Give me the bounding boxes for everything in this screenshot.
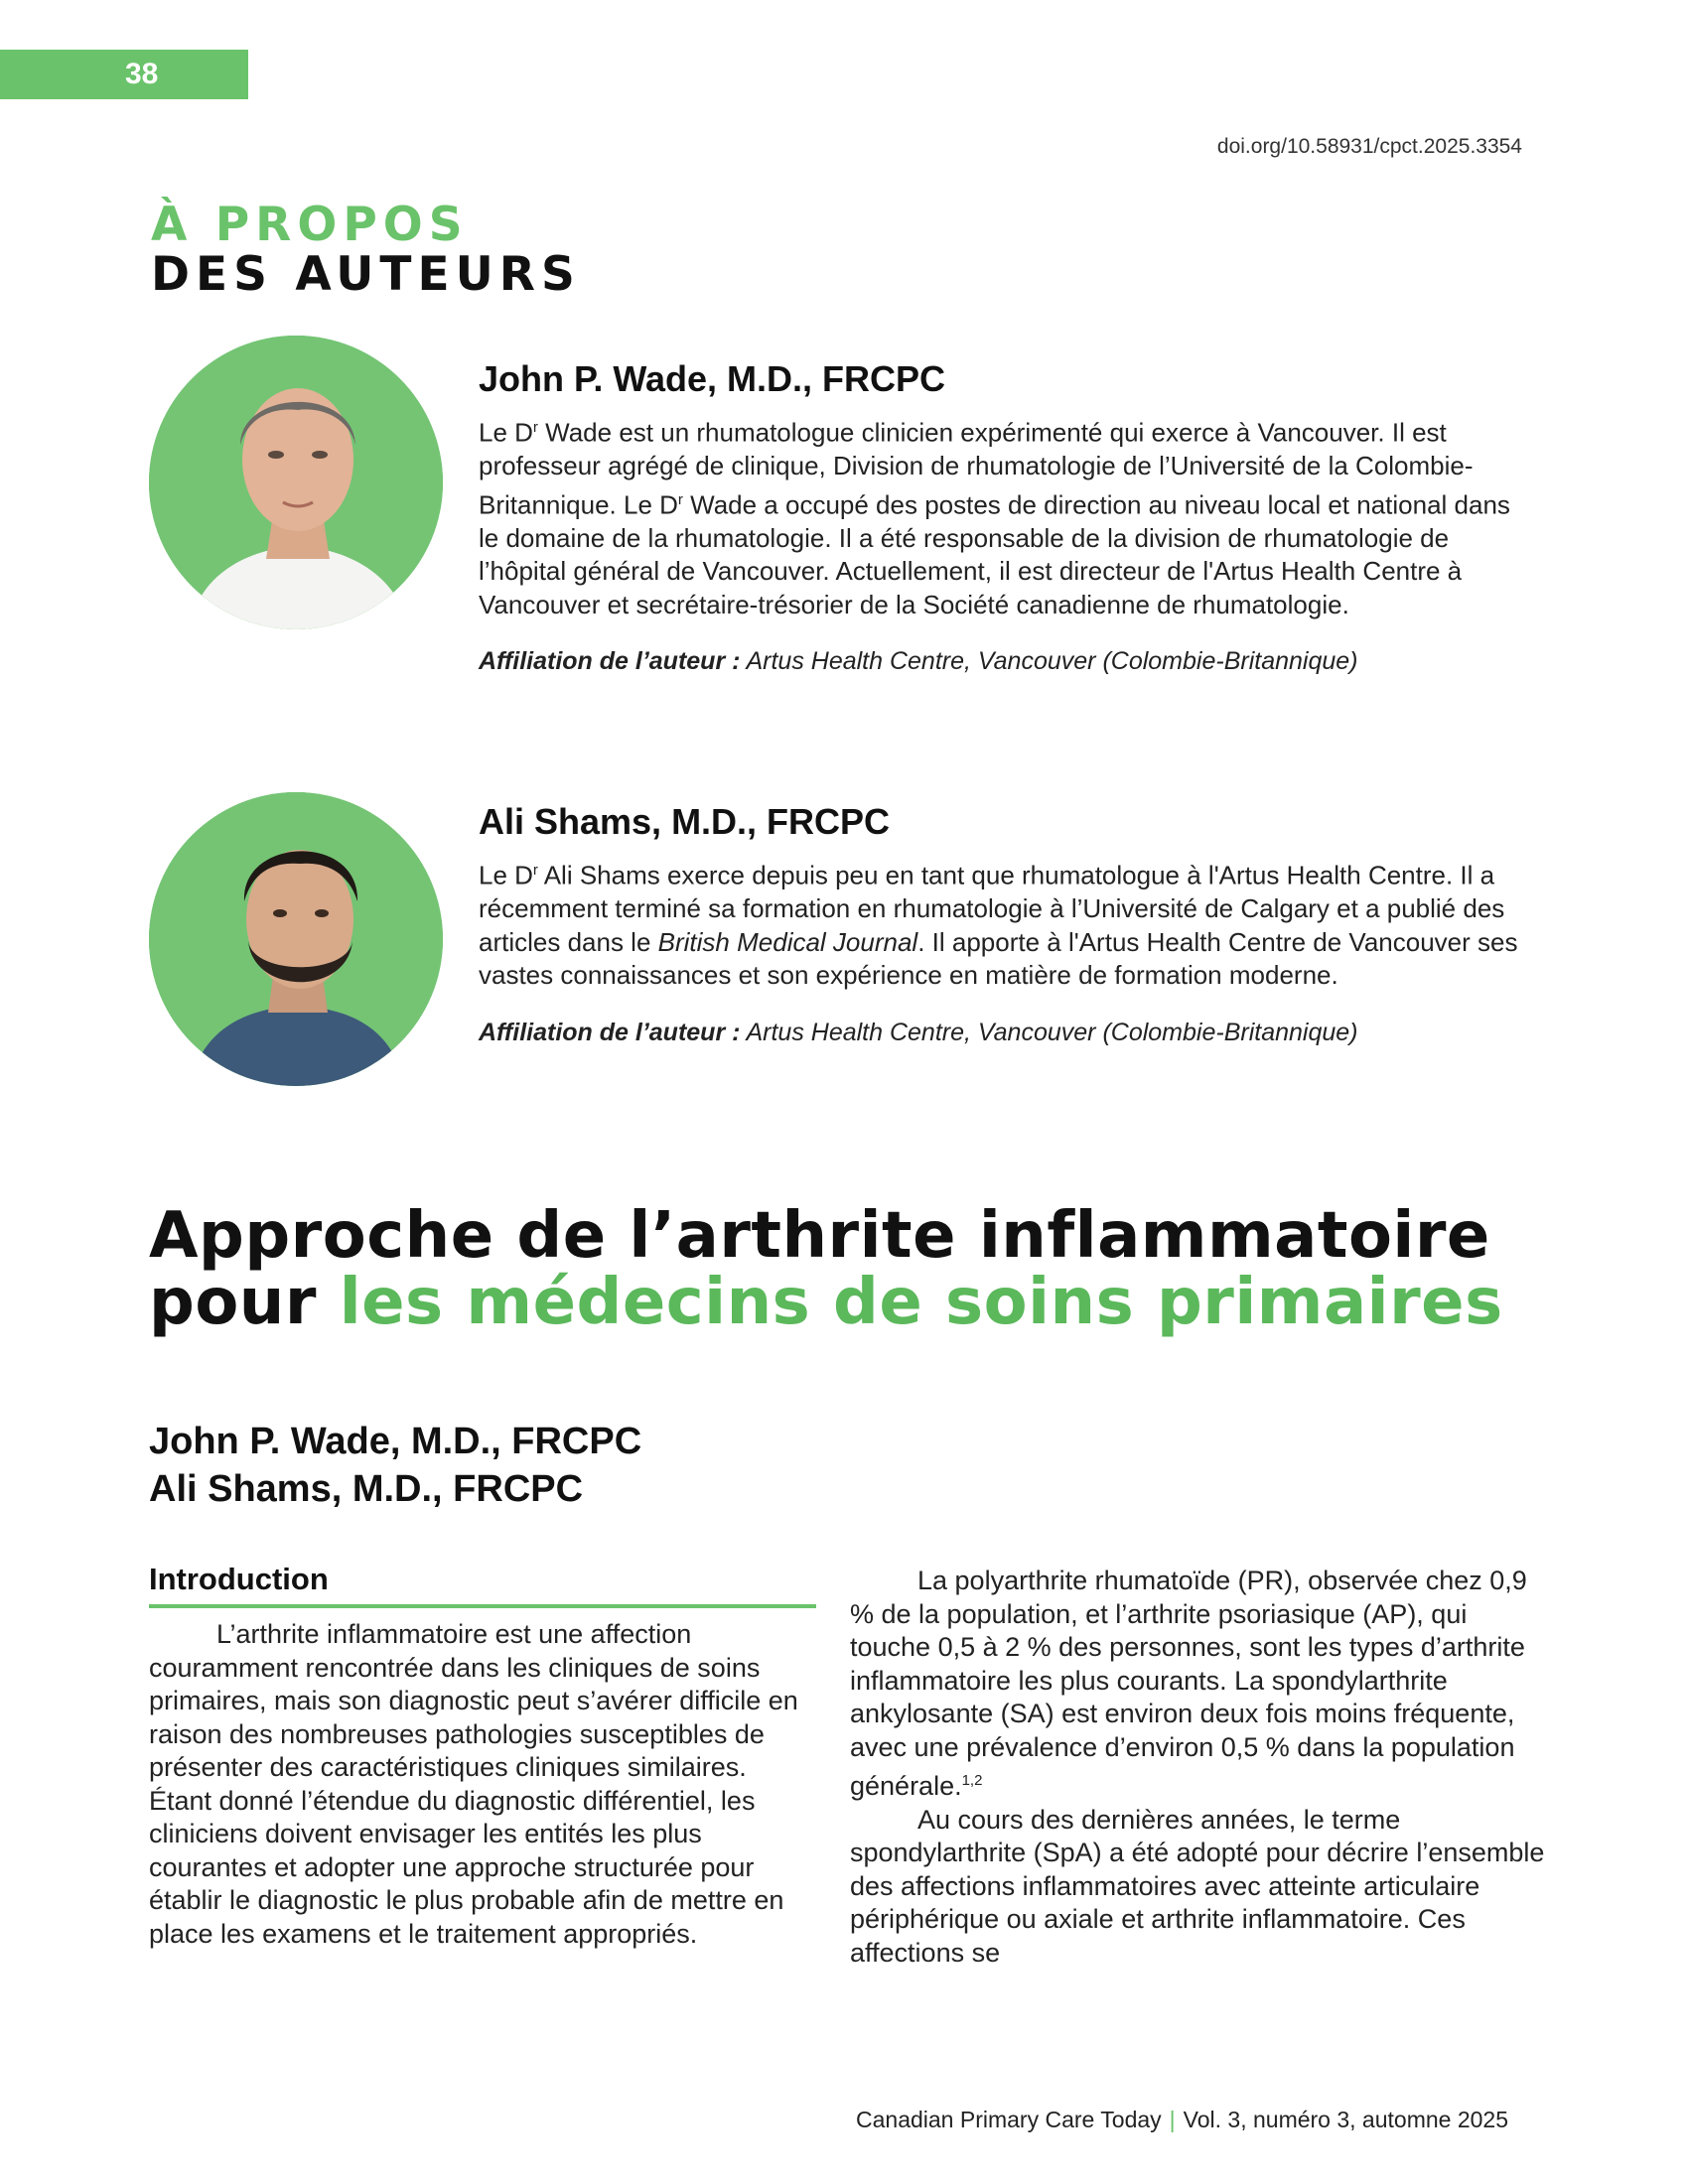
author-name: Ali Shams, M.D., FRCPC bbox=[479, 801, 891, 842]
right-column bbox=[850, 1565, 1545, 1970]
journal-name: British Medical Journal bbox=[657, 926, 918, 957]
page-footer bbox=[856, 2107, 1508, 2133]
affiliation-label: Affiliation de l’auteur : bbox=[479, 647, 741, 676]
bio-part: Ali Shams exerce depuis peu en tant que rhumatologue à l'Artus Health Centre. Il a récemment terminé sa formation en rhumatologie à l’Université de Calgary et a publié des articles dans le bbox=[479, 860, 1505, 957]
author-photo-wade bbox=[149, 336, 443, 629]
article-title-highlight: les médecins de soins primaires bbox=[339, 1266, 1503, 1339]
article-byline bbox=[149, 1418, 641, 1513]
author-affiliation bbox=[479, 1019, 1531, 1047]
author-bio-shams bbox=[479, 800, 1531, 1047]
author-portrait-illustration bbox=[149, 336, 443, 629]
bio-superscript: r bbox=[532, 862, 538, 879]
bio-part: . Il apporte à l'Artus Health Centre de Vancouver ses vastes connaissances et son expérience en matière de formation moderne. bbox=[479, 926, 1518, 991]
byline-author: Ali Shams, M.D., FRCPC bbox=[149, 1468, 584, 1510]
byline-author: John P. Wade, M.D., FRCPC bbox=[149, 1421, 642, 1462]
author-bio-text bbox=[479, 854, 1531, 993]
body-paragraph bbox=[850, 1565, 1545, 1804]
author-bio-wade bbox=[479, 357, 1531, 676]
affiliation-label: Affiliation de l’auteur : bbox=[479, 1018, 741, 1046]
author-portrait-illustration bbox=[149, 792, 443, 1086]
bio-part: Le D bbox=[479, 417, 533, 448]
affiliation-value: Artus Health Centre, Vancouver (Colombie-Britannique) bbox=[740, 1018, 1358, 1046]
author-bio-text bbox=[479, 411, 1531, 621]
citation-superscript: 1,2 bbox=[961, 1772, 983, 1789]
author-photo-shams bbox=[149, 792, 443, 1086]
author-name: John P. Wade, M.D., FRCPC bbox=[479, 358, 946, 399]
paragraph-text: La polyarthrite rhumatoïde (PR), observée chez 0,9 % de la population, et l’arthrite psoriasique (AP), qui touche 0,5 à 2 % des personnes, sont les types d’arthrite inflammatoire les plus courants. La spondylarthrite ankylosante (SA) est environ deux fois moins fréquente, avec une prévalence d’environ 0,5 % dans la population générale. bbox=[850, 1566, 1527, 1801]
author-affiliation bbox=[479, 647, 1531, 676]
affiliation-value: Artus Health Centre, Vancouver (Colombie-Britannique) bbox=[740, 647, 1358, 676]
bio-part: Le D bbox=[479, 860, 533, 890]
journal-title: Canadian Primary Care Today bbox=[856, 2107, 1162, 2132]
section-heading-introduction: Introduction bbox=[149, 1561, 816, 1608]
issue-info: Vol. 3, numéro 3, automne 2025 bbox=[1183, 2107, 1508, 2132]
page-number-tab bbox=[0, 50, 248, 99]
bio-superscript: r bbox=[532, 419, 538, 436]
page-number: 38 bbox=[125, 58, 159, 90]
bio-part: Wade est un rhumatologue clinicien expérimenté qui exerce à Vancouver. Il est professeur agrégé de clinique, Division de rhumatologie de l’Université de la Colombie-Britannique. Le D bbox=[479, 417, 1474, 520]
about-heading-line2: DES AUTEURS bbox=[151, 247, 581, 302]
body-paragraph: L’arthrite inflammatoire est une affection couramment rencontrée dans les cliniques de soins primaires, mais son diagnostic peut s’avérer difficile en raison des nombreuses pathologies susceptibles de présenter des caractéristiques cliniques similaires. Étant donné l’étendue du diagnostic différentiel, les cliniciens doivent envisager les entités les plus courantes et adopter une approche structurée pour établir le diagnostic le plus probable afin de mettre en place les examens et le traitement appropriés. bbox=[149, 1619, 798, 1949]
footer-separator: | bbox=[1169, 2107, 1176, 2132]
left-column bbox=[149, 1561, 816, 1951]
doi-link[interactable]: doi.org/10.58931/cpct.2025.3354 bbox=[1216, 135, 1522, 158]
bio-superscript: r bbox=[677, 490, 683, 508]
about-authors-heading bbox=[151, 198, 581, 302]
article-title bbox=[149, 1199, 1559, 1339]
about-heading-line1: À PROPOS bbox=[151, 198, 469, 252]
bio-part: Wade a occupé des postes de direction au niveau local et national dans le domaine de la rhumatologie. Il a été responsable de la division de rhumatologie de l’hôpital général de Vancouver. Actuellement, il est directeur de l'Artus Health Centre à Vancouver et secrétaire-trésorier de la Société canadienne de rhumatologie. bbox=[479, 489, 1510, 619]
body-paragraph: Au cours des dernières années, le terme spondylarthrite (SpA) a été adopté pour décrire l’ensemble des affections inflammatoires avec atteinte articulaire périphérique ou axiale et arthrite inflammatoire. Ces affections se bbox=[850, 1804, 1545, 1968]
article-title-main: Approche de l’arthrite inflammatoire pour bbox=[149, 1199, 1490, 1339]
